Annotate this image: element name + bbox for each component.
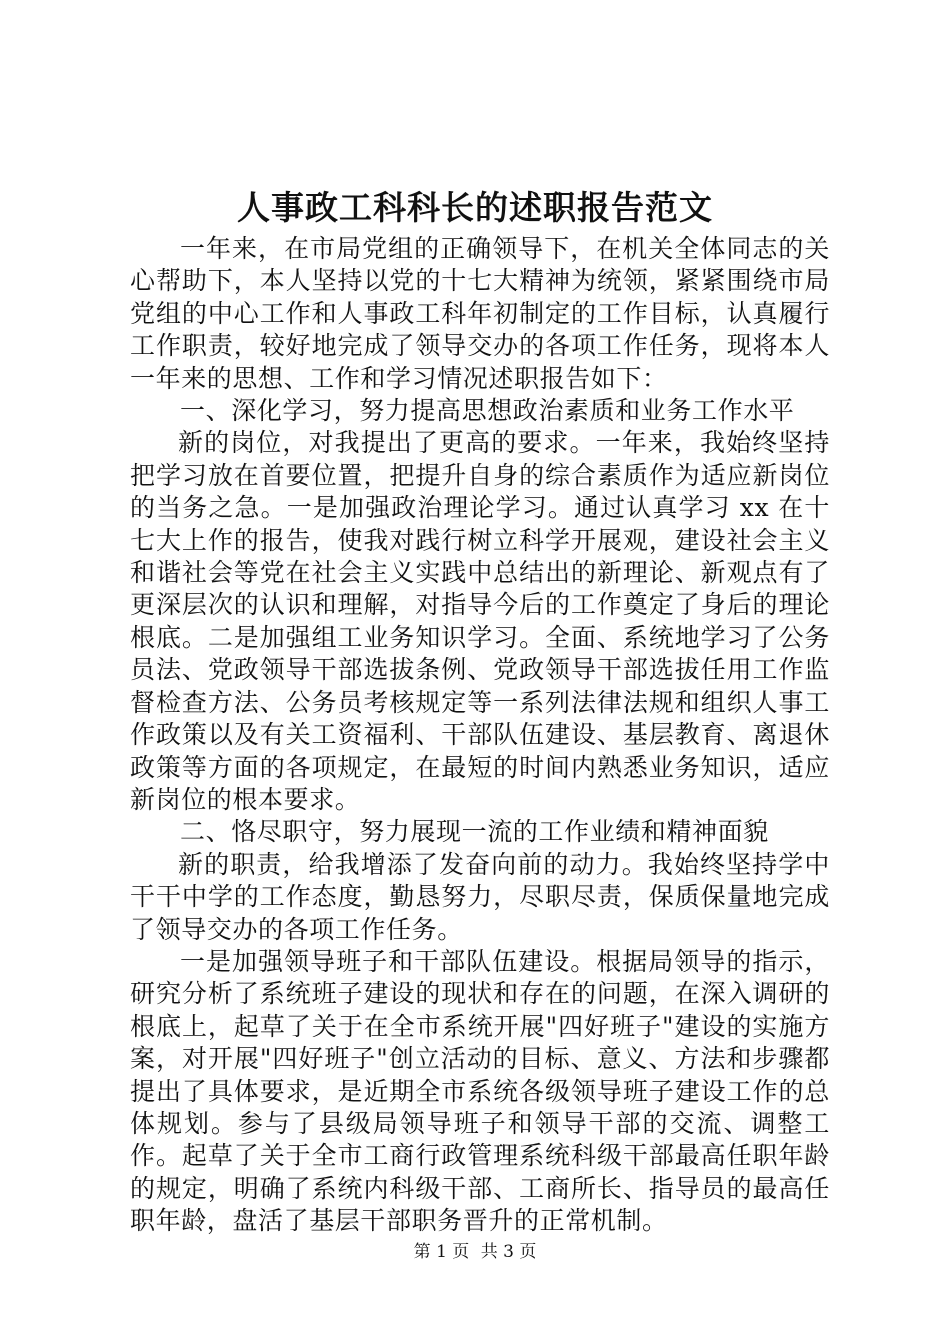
section-heading-2: 二、恪尽职守，努力展现一流的工作业绩和精神面貌 [180, 817, 769, 847]
paragraph-duty: 新的职责，给我增添了发奋向前的动力。我始终坚持学中干干中学的工作态度，勤恳努力，尽职尽责，保质保量地完成了领导交办的各项工作任务。 [130, 849, 830, 944]
paragraph-study: 新的岗位，对我提出了更高的要求。一年来，我始终坚持把学习放在首要位置，把提升自身的综合素质作为适应新岗位的当务之急。一是加强政治理论学习。通过认真学习 xx 在十七大上作的报告，使我对践行树立科学开展观，建设社会主义和谐社会等党在社会主义实践中总结出的新理论、新观点有了更深层次的认识和理解，对指导今后的工作奠定了身后的理论根底。二是加强组工业务知识学习。全面、系统地学习了公务员法、党政领导干部选拔条例、党政领导干部选拔任用工作监督检查方法、公务员考核规定等一系列法律法规和组织人事工作政策以及有关工资福利、干部队伍建设、基层教育、离退休政策等方面的各项规定，在最短的时间内熟悉业务知识，适应新岗位的根本要求。 [130, 428, 830, 814]
document-title: 人事政工科科长的述职报告范文 [237, 188, 713, 227]
page-total: 共 3 页 [480, 1242, 537, 1262]
paragraph-team-building: 一是加强领导班子和干部队伍建设。根据局领导的指示，研究分析了系统班子建设的现状和存在的问题，在深入调研的根底上，起草了关于在全市系统开展"四好班子"建设的实施方案，对开展"四好班子"创立活动的目标、意义、方法和步骤都提出了具体要求，是近期全市系统各级领导班子建设工作的总体规划。参与了县级局领导班子和领导干部的交流、调整工作。起草了关于全市工商行政管理系统科级干部最高任职年龄的规定，明确了系统内科级干部、工商所长、指导员的最高任职年龄，盘活了基层干部职务晋升的正常机制。 [130, 946, 830, 1236]
document-body [130, 233, 830, 1238]
paragraph-intro: 一年来，在市局党组的正确领导下，在机关全体同志的关心帮助下，本人坚持以党的十七大精神为统领，紧紧围绕市局党组的中心工作和人事政工科年初制定的工作目标，认真履行工作职责，较好地完成了领导交办的各项工作任务，现将本人一年来的思想、工作和学习情况述职报告如下： [130, 234, 830, 393]
page-number: 第 1 页 [413, 1242, 470, 1262]
section-heading-1: 一、深化学习，努力提高思想政治素质和业务工作水平 [180, 396, 795, 426]
page-footer [0, 1240, 950, 1264]
